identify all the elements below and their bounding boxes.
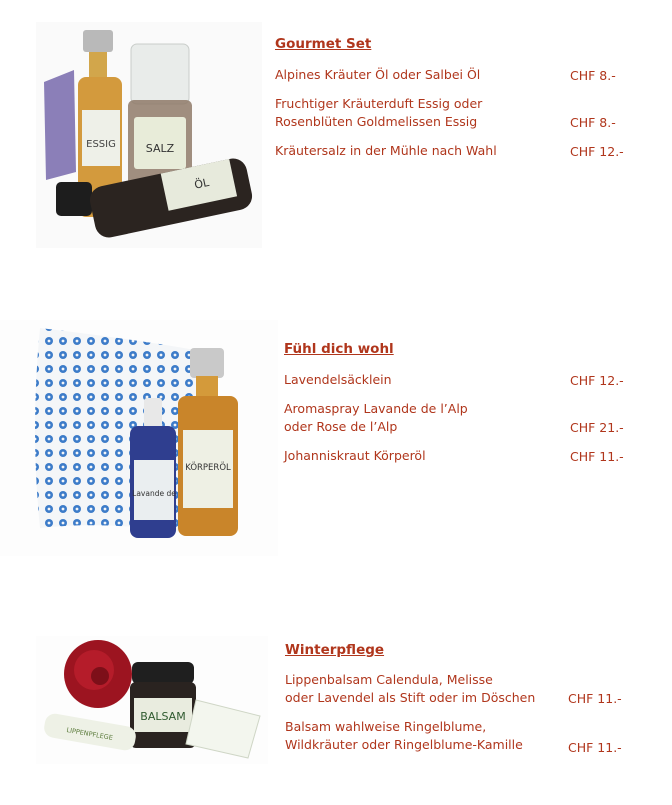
item-price: CHF 8.- — [570, 115, 616, 130]
lippenpflege-label: LIPPENPFLEGE — [65, 725, 114, 742]
item-price: CHF 8.- — [570, 68, 616, 83]
item-price: CHF 11.- — [570, 449, 624, 464]
item-description: Balsam wahlweise Ringelblume, — [285, 719, 487, 734]
winterpflege-image — [36, 636, 268, 764]
item-description: oder Lavendel als Stift oder im Döschen — [285, 690, 536, 705]
item-price: CHF 21.- — [570, 420, 624, 435]
item-description: Aromaspray Lavande de l’Alp — [284, 401, 468, 416]
section-title-winterpflege: Winterpflege — [285, 642, 385, 658]
section-title-gourmet-set: Gourmet Set — [275, 36, 372, 52]
section-title-fuehl-dich-wohl: Fühl dich wohl — [284, 341, 394, 357]
item-description: Fruchtiger Kräuterduft Essig oder — [275, 96, 483, 111]
item-price: CHF 12.- — [570, 144, 624, 159]
item-description: Rosenblüten Goldmelissen Essig — [275, 114, 478, 129]
salz-label: SALZ — [145, 142, 175, 155]
item-price: CHF 11.- — [568, 740, 622, 755]
koerperoel-label: KÖRPERÖL — [185, 463, 231, 473]
oel-label: ÖL — [193, 175, 211, 192]
item-description: Lavendelsäcklein — [284, 372, 392, 387]
item-description: Johanniskraut Körperöl — [284, 448, 426, 463]
balsam-label: BALSAM — [140, 710, 186, 723]
essig-label: ESSIG — [86, 139, 116, 150]
item-description: Wildkräuter oder Ringelblume-Kamille — [285, 737, 523, 752]
item-description: Alpines Kräuter Öl oder Salbei Öl — [275, 67, 481, 82]
list-item — [285, 718, 523, 754]
item-price: CHF 12.- — [570, 373, 624, 388]
list-item — [285, 671, 535, 707]
item-description: Lippenbalsam Calendula, Melisse — [285, 672, 493, 687]
lavande-label: Lavande de — [132, 489, 176, 498]
item-description: Kräutersalz in der Mühle nach Wahl — [275, 143, 497, 158]
item-description: oder Rose de l’Alp — [284, 419, 398, 434]
item-price: CHF 11.- — [568, 691, 622, 706]
